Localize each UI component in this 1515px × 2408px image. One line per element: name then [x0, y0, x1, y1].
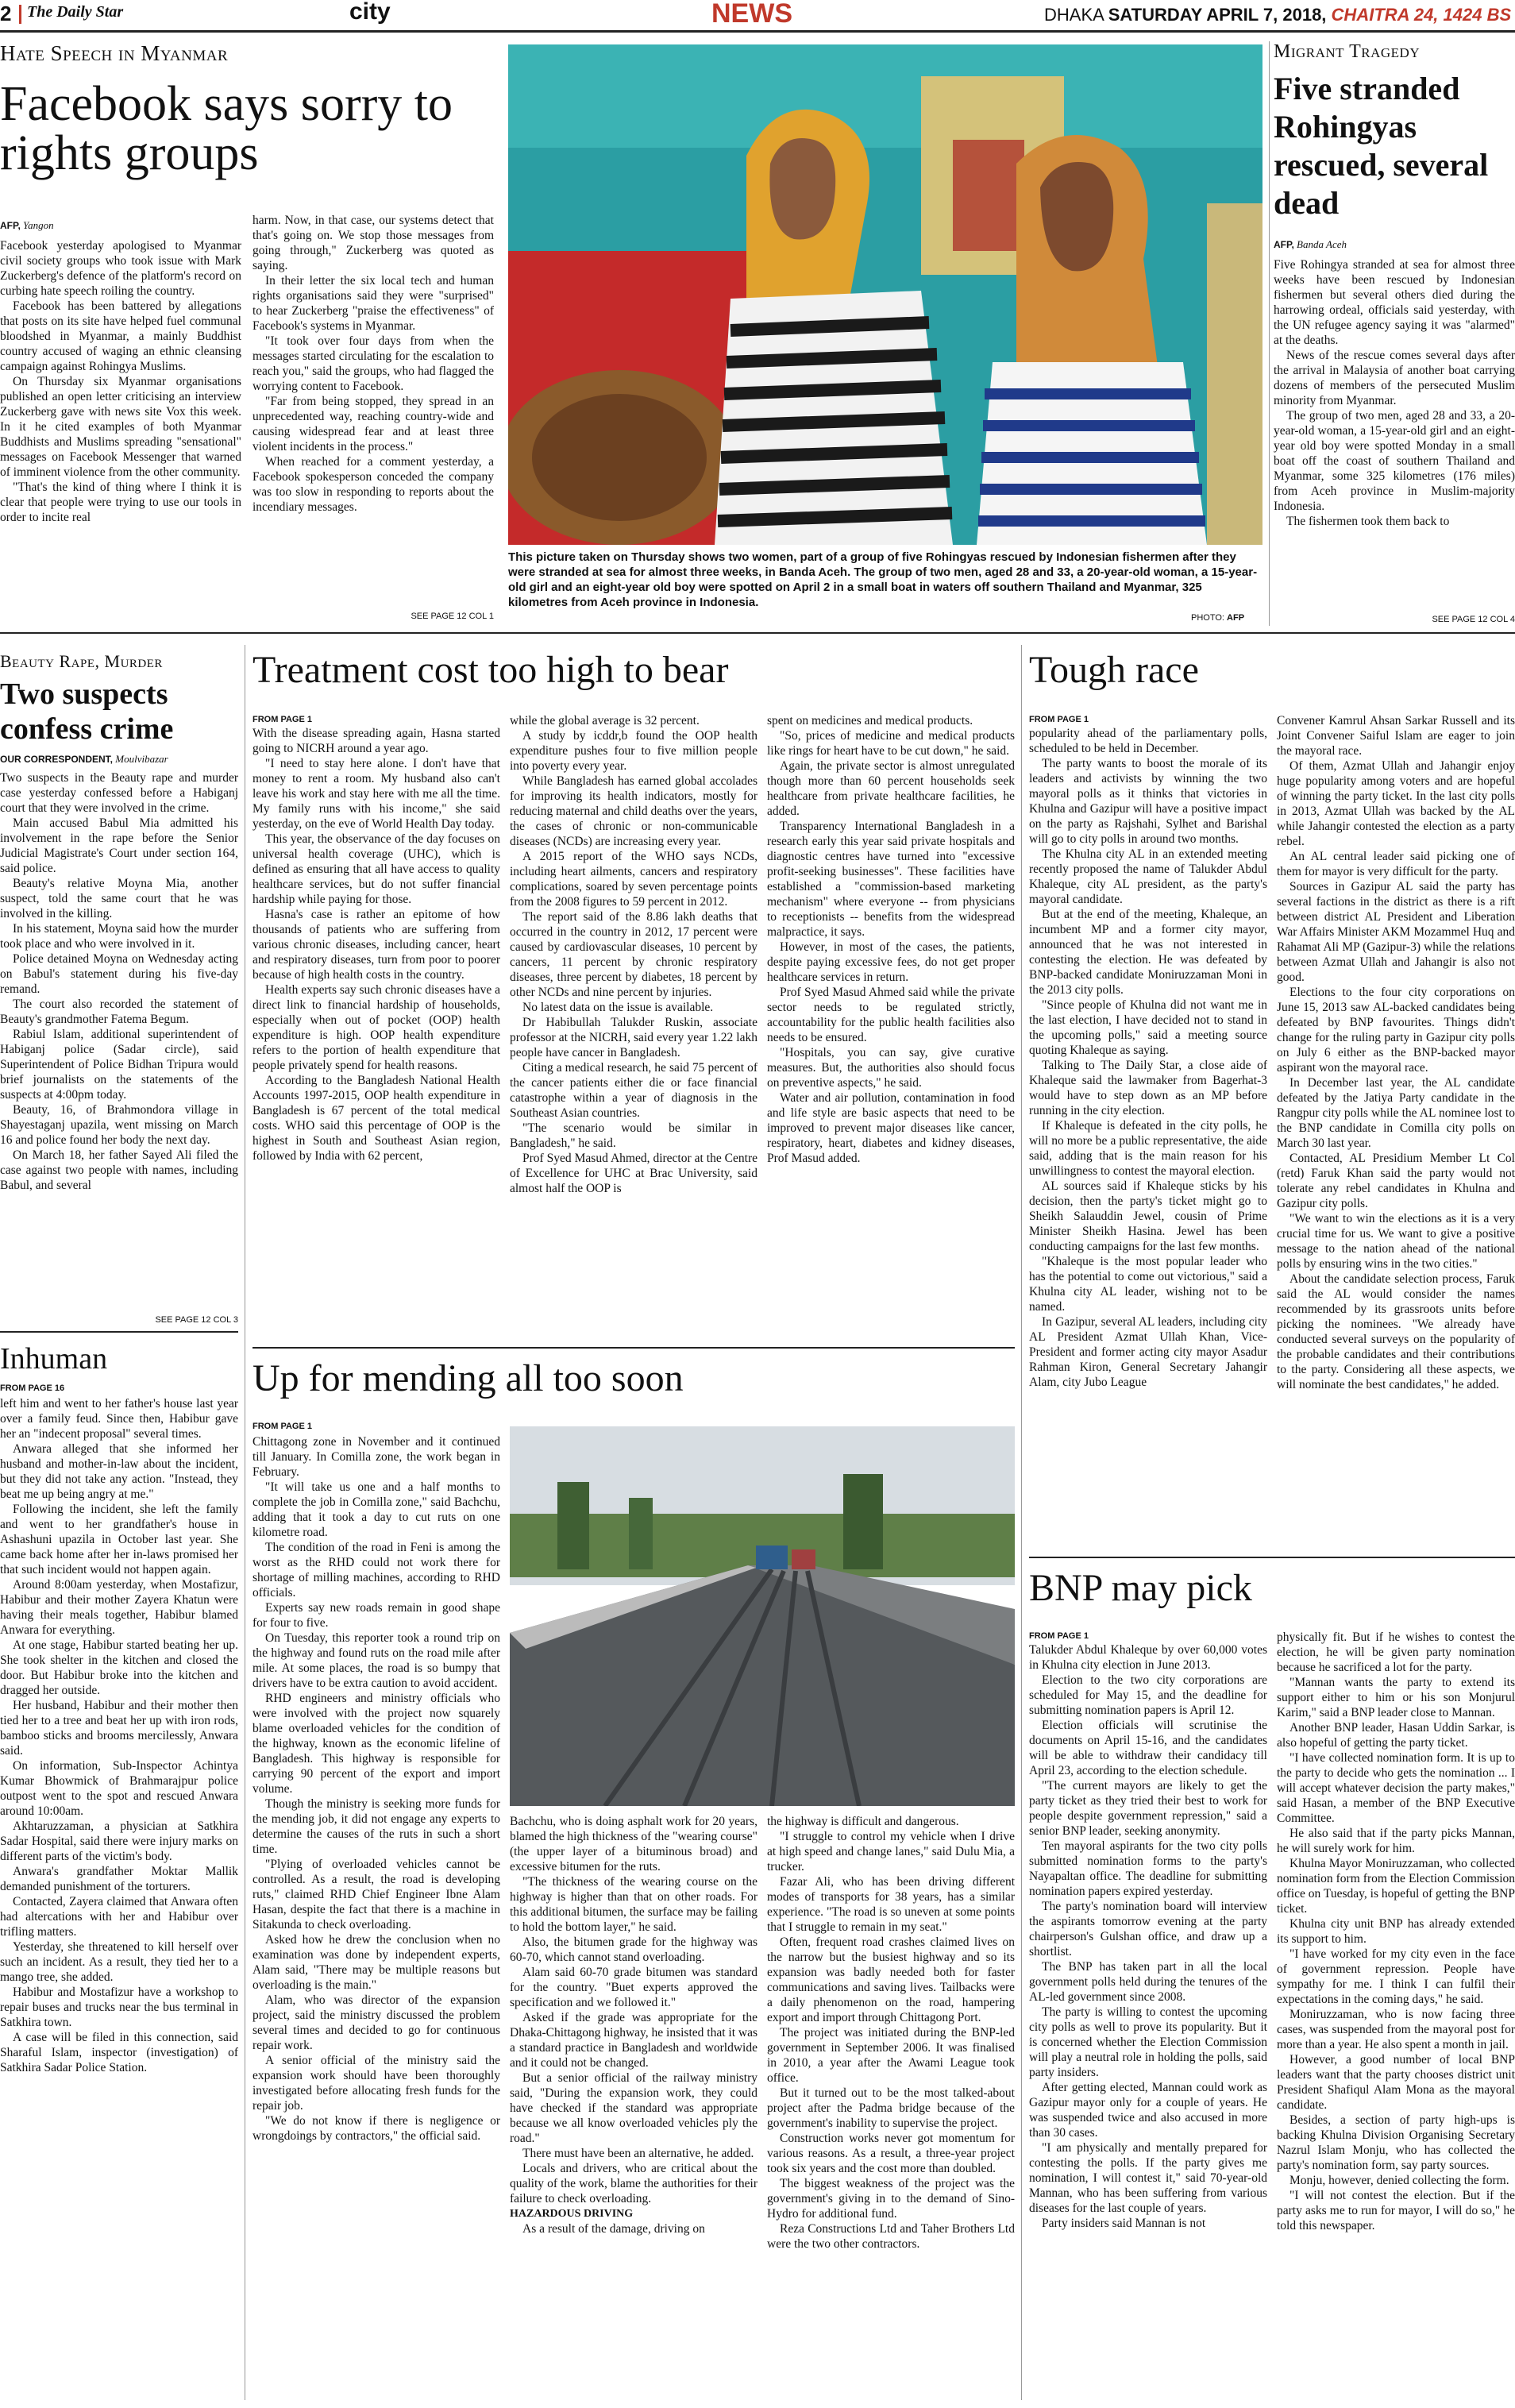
paragraph: The project was initiated during the BNP-led government in September 2006. It was finalised in 2010, a year after the Awami League took office. [767, 2026, 1015, 2085]
inhuman-headline: Inhuman [0, 1342, 108, 1376]
paragraph: The biggest weakness of the project was the government's giving in to the demand of Sino-Hydro for additional fund. [767, 2177, 1015, 2221]
paragraph: However, in most of the cases, the patients, despite paying excessive fees, do not get proper healthcare services in return. [767, 940, 1015, 984]
paragraph: Five Rohingya stranded at sea for almost three weeks have been rescued by Indonesian fishermen but several others died during the harrowing ordeal, officials said yesterday, with the UN refugee agency saying it was "alarmed" at the deaths. [1274, 258, 1515, 347]
paragraph: Elections to the four city corporations on June 15, 2013 saw AL-backed candidates being defeated by BNP favourites. Things didn't change for the ruling party in Gazipur city polls on July 6 either as the BNP-backed mayor aspirant won the mayoral race. [1277, 986, 1515, 1075]
facebook-byline [0, 219, 54, 232]
paragraph: Around 8:00am yesterday, when Mostafizur, Habibur and their mother Zayera Khatun were having their meals together, Habibur blamed Anwara for everything. [0, 1578, 238, 1637]
page-number: 2 [0, 2, 12, 25]
paragraph: Another BNP leader, Hasan Uddin Sarkar, is also hopeful of getting the party ticket. [1277, 1721, 1515, 1750]
paragraph: When reached for a comment yesterday, a Facebook spokesperson conceded the company was too slow in responding to reports about the incendiary messages. [252, 455, 494, 514]
facebook-col-2 [252, 213, 494, 626]
paragraph: Beauty's relative Moyna Mia, another suspect, told the same court that he was involved in the killing. [0, 877, 238, 920]
mending-col-3 [767, 1814, 1015, 2408]
paragraph: Prof Syed Masud Ahmed, director at the Centre of Excellence for UHC at Brac University, said almost half the OOP is [510, 1152, 758, 1195]
facebook-byline-agency: AFP, [0, 220, 21, 231]
paragraph: AL sources said if Khaleque sticks by his decision, then the party's ticket might go to Sheikh Salauddin Jewel, cousin of Prime Minister Sheikh Hasina. Jewel has been conducting campaigns for the last few months. [1029, 1179, 1267, 1253]
paragraph: A study by icddr,b found the OOP health expenditure pushes four to five million people into poverty every year. [510, 729, 758, 773]
paragraph: Contacted, Zayera claimed that Anwara often had altercations with her and Habibur over trifling matters. [0, 1895, 238, 1939]
paragraph: the highway is difficult and dangerous. [767, 1815, 959, 1828]
masthead-rule [0, 30, 1515, 33]
facebook-jump[interactable]: SEE PAGE 12 COL 1 [411, 612, 494, 621]
paragraph: A case will be filed in this connection, said Sharaful Islam, inspector (investigation) of Satkhira Sadar Police Station. [0, 2031, 238, 2074]
paragraph: Habibur and Mostafizur have a workshop to repair buses and trucks near the bus terminal in Satkhira town. [0, 1985, 238, 2029]
paragraph: Bachchu, who is doing asphalt work for 20 years, blamed the high thickness of the "wearing course" (the upper layer of a bituminous broad) and excessive bitumen for the ruts. [510, 1815, 758, 1874]
paragraph: Convener Kamrul Ahsan Sarkar Russell and its Joint Convener Saiful Islam are eager to join the mayoral race. [1277, 714, 1515, 758]
paragraph: Khulna Mayor Moniruzzaman, who collected nomination form from the Election Commission office on Tuesday, is hopeful of getting the BNP ticket. [1277, 1857, 1515, 1916]
paragraph: Her husband, Habibur and their mother then tied her to a tree and beat her up with iron rods, bamboo sticks and brooms mercilessly, Anwara said. [0, 1699, 238, 1758]
paragraph: Akhtaruzzaman, a physician at Satkhira Sadar Hospital, said there were injury marks on different parts of the victim's body. [0, 1820, 238, 1863]
paragraph: Main accused Babul Mia admitted his involvement in the rape before the Senior Judicial Magistrate's Court under section 164, said police. [0, 816, 238, 875]
paragraph: "Hospitals, you can say, give curative measures. But, the authorities also should focus on preventive aspects," he said. [767, 1046, 1015, 1090]
paragraph: Rabiul Islam, additional superintendent of Habiganj police (Sadar circle), said Superintendent of Police Bidhan Tripura would brief journalists on the statements of the suspects at 4:00pm today. [0, 1028, 238, 1102]
mending-headline: Up for mending all too soon [252, 1357, 684, 1399]
photo-credit [1191, 613, 1244, 623]
paragraph: Anwara alleged that she informed her husband and mother-in-law about the incident, but they did not take any action. "Instead, they beat me up being angry at me." [0, 1442, 238, 1501]
paragraph: Moniruzzaman, who is now facing three cases, was suspended from the mayoral post for more than a year. He also spent a month in jail. [1277, 2008, 1515, 2051]
tough-col-2 [1277, 713, 1515, 1573]
paragraph: Often, frequent road crashes claimed lives on the narrow but the busiest highway and so its expansion was badly needed both for faster communications and saving lives. Tailbacks were a daily phenomenon on the road, hampering export and import through Chittagong Port. [767, 1935, 1015, 2024]
paragraph: Talukder Abdul Khaleque by over 60,000 votes in Khulna city election in June 2013. [1029, 1643, 1267, 1672]
paragraph: News of the rescue comes several days after the arrival in Malaysia of another boat carrying dozens of members of the persecuted Muslim minority from Myanmar. [1274, 349, 1515, 407]
paragraph: Election officials will scrutinise the documents on April 15-16, and the candidates will be able to withdraw their candidacy till April 23, according to the election schedule. [1029, 1719, 1267, 1777]
paragraph: Anwara's grandfather Moktar Mallik demanded punishment of the torturers. [0, 1865, 238, 1893]
facebook-col-1 [0, 238, 241, 659]
treatment-bottom-rule [252, 1347, 1015, 1349]
paragraph: No latest data on the issue is available. [522, 1001, 714, 1014]
paragraph: In Gazipur, several AL leaders, including city AL President Azmat Ullah Khan, Vice-President and former acting city mayor Asadur Rahman Kiron, General Secretary Jahangir Alam, city Jubo League [1029, 1315, 1267, 1389]
paragraph: Health experts say such chronic diseases have a direct link to financial hardship of households, especially when out of pocket (OOP) health expenditure is high. OOP health expenditure refers to the portion of health expenditure that people privately spend for health reasons. [252, 983, 500, 1072]
paragraph: Transparency International Bangladesh in a research early this year said private hospitals and diagnostic centres have turned into "excessive profit-seeking businesses". These facilities have established a "commission-based marketing mechanism" where everyone -- from physicians to receptionists -- benefits from the widespread malpractice, it says. [767, 820, 1015, 939]
paragraph: Yesterday, she threatened to kill herself over such an incident. As a result, they tied her to a mango tree, she added. [0, 1940, 238, 1984]
paragraph: Talking to The Daily Star, a close aide of Khaleque said the lawmaker from Bagerhat-3 would have to step down as an MP before running in the city election. [1029, 1059, 1267, 1117]
paragraph: Hasna's case is rather an epitome of how thousands of patients who are suffering from various chronic diseases, including cancer, heart and respiratory diseases, turn from poor to poorer because of high health costs in the country. [252, 908, 500, 982]
paragraph: As a result of the damage, driving on [522, 2222, 705, 2236]
paragraph: With the disease spreading again, Hasna started going to NICRH around a year ago. [252, 727, 500, 755]
top-section-rule [0, 632, 1515, 634]
bnp-col-1 [1029, 1642, 1267, 2408]
paragraph: Fazar Ali, who has been driving different modes of transports for 38 years, has a similar experience. "The road is so uneven at some points that I struggle to remain in my seat." [767, 1875, 1015, 1934]
photo-caption-text: This picture taken on Thursday shows two women, part of a group of five Rohingyas rescued by Indonesian fishermen after they were stranded at sea for almost three weeks, in Banda Aceh. The group of two men, aged 28 and 33, a 20-year-old woman, a 15-year-old girl and an eight-year old boy were spotted on April 2 in a small boat in waters off southern Thailand and Myanmar, 325 kilometres from Aceh province in Indonesia. [508, 550, 1258, 609]
paragraph: "That's the kind of thing where I think it is clear that people were trying to use our tools in order to incite real [0, 480, 241, 524]
paragraph: Locals and drivers, who are critical about the quality of the work, blame the authorities for their failure to check overloading. [510, 2162, 758, 2205]
paragraph: Though the ministry is seeking more funds for the mending job, it did not engage any experts to determine the causes of the ruts in such a short time. [252, 1797, 500, 1856]
paragraph: Asked if the grade was appropriate for the Dhaka-Chittagong highway, he insisted that it was a standard practice in Bangladesh and worldwide and it could not be changed. [510, 2011, 758, 2070]
section-label-city: city [349, 0, 391, 25]
paragraph: An AL central leader said picking one of them for mayor is very difficult for the party. [1277, 850, 1515, 878]
paragraph: Two suspects in the Beauty rape and murder case yesterday confessed before a Habiganj court that they were involved in the crime. [0, 771, 238, 815]
beauty-headline: Two suspects confess crime [0, 677, 174, 746]
bnp-col-2 [1277, 1630, 1515, 2408]
paragraph: The BNP has taken part in all the local government polls held during the tenures of the AL-led government since 2008. [1029, 1960, 1267, 2004]
migrant-headline: Five stranded Rohingyas rescued, several dead [1274, 71, 1489, 221]
paragraph: According to the Bangladesh National Health Accounts 1997-2015, OOP health expenditure in Bangladesh is 67 percent of the total medical costs. WHO said this percentage of OOP is the highest in South and Southeast Asian region, followed by India with 62 percent, [252, 1074, 500, 1163]
paragraph: "I have worked for my city even in the face of government repression. People have sympathy for me. I think I can fulfil their expectations in the coming days," he said. [1277, 1947, 1515, 2006]
paragraph: Alam said 60-70 grade bitumen was standard for the country. "Buet experts approved the specification and we followed it." [510, 1966, 758, 2009]
paragraph: Prof Syed Masud Ahmed said while the private sector needs to be regulated strictly, accountability for the public health facilities also needs to be ensured. [767, 986, 1015, 1044]
paragraph: The group of two men, aged 28 and 33, a 20-year-old woman, a 15-year-old girl and an eight-year old boy were spotted Monday in a small boat off the coast of southern Thailand and Myanmar, some 325 kilometres (176 miles) from Aceh province in Muslim-majority Indonesia. [1274, 409, 1515, 513]
paragraph: On information, Sub-Inspector Achintya Kumar Bhowmick of Brahmarajpur police outpost went to the spot and rescued Anwara around 10:00am. [0, 1759, 238, 1818]
paragraph: In December last year, the AL candidate defeated by the Jatiya Party candidate in the Rangpur city polls while the AL nominee lost to the BNP candidate in Comilla city polls on March 30 last year. [1277, 1076, 1515, 1150]
rohingya-photo-illustration [508, 44, 1262, 545]
tough-col-1 [1029, 726, 1267, 1573]
photo-credit-agency: AFP [1227, 613, 1245, 623]
migrant-column-rule [1269, 41, 1270, 626]
paragraph: On Thursday six Myanmar organisations published an open letter criticising an interview Zuckerberg gave with news site Vox this week. In it he cited examples of both Myanmar Buddhists and Muslims spreading "sensational" messages on Facebook Messenger that warned of imminent violence from the other community. [0, 375, 241, 479]
paragraph: On March 18, her father Sayed Ali filed the case against two people with names, including Babul, and several [0, 1148, 238, 1192]
paragraph: Contacted, AL Presidium Member Lt Col (retd) Faruk Khan said the party would not tolerate any rebel candidates in Khulna and Gazipur city polls. [1277, 1152, 1515, 1210]
paragraph: Also, the bitumen grade for the highway was 60-70, which cannot stand overloading. [510, 1935, 758, 1964]
paragraph: "I need to stay here alone. I don't have that money to rent a room. My husband also can't leave his work and stay here with me all the time. My family runs with his income," she said yesterday, on the eve of World Health Day today. [252, 757, 500, 831]
beauty-bottom-rule [0, 1331, 238, 1333]
paragraph: A senior official of the ministry said the expansion work should have been thoroughly investigated before allocating fresh funds for the repair job. [252, 2054, 500, 2113]
paragraph: But it turned out to be the most talked-about project after the Padma bridge because of the government's inability to supervise the project. [767, 2086, 1015, 2130]
paragraph: After getting elected, Mannan could work as Gazipur mayor only for a couple of years. He was suspended twice and also accused in more than 30 cases. [1029, 2081, 1267, 2140]
paragraph: The party's nomination board will interview the aspirants tomorrow evening at the party chairperson's Gulshan office, and draw up a shortlist. [1029, 1900, 1267, 1958]
paragraph: "I will not contest the election. But if the party asks me to run for mayor, I will do so," he told this newspaper. [1277, 2189, 1515, 2232]
paragraph: The fishermen took them back to [1286, 515, 1450, 528]
paragraph: Dr Habibullah Talukder Ruskin, associate professor at the NICRH, said every year 1.22 lakh people have cancer in Bangladesh. [510, 1016, 758, 1059]
paragraph: spent on medicines and medical products. [767, 714, 973, 727]
beauty-body [0, 770, 238, 1312]
paragraph: But at the end of the meeting, Khaleque, an incumbent MP and a former city mayor, announced that he was not interested in contesting the election. He was defeated by BNP-backed candidate Moniruzzaman Moni in the 2013 city polls. [1029, 908, 1267, 997]
paragraph: Construction works never got momentum for various reasons. As a result, a three-year project took six years and the cost more than doubled. [767, 2132, 1015, 2175]
bnp-headline: BNP may pick [1029, 1567, 1252, 1609]
tough-from: FROM PAGE 1 [1029, 715, 1089, 724]
mending-from: FROM PAGE 1 [252, 1422, 312, 1431]
paragraph: Monju, however, denied collecting the form. [1289, 2174, 1509, 2187]
paragraph: Khulna city unit BNP has already extended its support to him. [1277, 1917, 1515, 1946]
paragraph: The party wants to boost the morale of its leaders and activists by winning the two mayoral polls as it thinks that victories in Khulna and Gazipur will have a positive impact on the party as Rajshahi, Sylhet and Barishal will go to city polls in around two months. [1029, 757, 1267, 846]
paragraph: In his statement, Moyna said how the murder took place and who were involved in it. [0, 922, 238, 951]
paragraph: Asked how he drew the conclusion when no examination was done by independent experts, Alam said, "There may be multiple reasons but overloading is the main." [252, 1933, 500, 1992]
beauty-kicker: Beauty Rape, Murder [0, 651, 163, 671]
masthead [0, 0, 1515, 30]
paragraph: "I am physically and mentally prepared for contesting the polls. If the party gives me nomination, I will contest it," said 70-year-old Mannan, who has been suffering from various diseases for the last couple of years. [1029, 2141, 1267, 2215]
paragraph: Water and air pollution, contamination in food and life style are basic aspects that need to be improved to prevent major diseases like cancer, respiratory, heart, diabetes and kidney diseases, Prof Masud added. [767, 1091, 1015, 1165]
highway-photo-illustration [510, 1426, 1015, 1806]
paragraph: However, a good number of local BNP leaders want that the party chooses district unit President Shafiqul Alam Mona as the mayoral candidate. [1277, 2053, 1515, 2112]
paragraph: In their letter the six local tech and human rights organisations said they were "surprised" to hear Zuckerberg "praise the effectiveness" of Facebook's systems in Myanmar. [252, 274, 494, 333]
paragraph: The report said of the 8.86 lakh deaths that occurred in the country in 2012, 17 percent were caused by cardiovascular diseases, 10 percent by cancers, 11 percent by chronic respiratory diseases, three percent by diabetes, 18 percent by other NCDs and nine percent by injuries. [510, 910, 758, 999]
paragraph: Facebook yesterday apologised to Myanmar civil society groups who took issue with Mark Zuckerberg's defence of the platform's record on curbing hate speech roiling the country. [0, 239, 241, 298]
treatment-col-1 [252, 726, 500, 1339]
paragraph: Police detained Moyna on Wednesday acting on Babul's statement during his five-day remand. [0, 952, 238, 996]
subhead: HAZARDOUS DRIVING [510, 2208, 634, 2220]
paragraph: But a senior official of the railway ministry said, "During the expansion work, they could have checked if the standard was appropriate because we all know overloaded vehicles ply the road." [510, 2071, 758, 2145]
paragraph: "Far from being stopped, they spread in an unprecedented way, reaching country-wide and causing widespread fear and at least three violent incidents in the process." [252, 395, 494, 453]
beauty-byline-place: Moulvibazar [115, 753, 168, 765]
paragraph: popularity ahead of the parliamentary polls, scheduled to be held in December. [1029, 727, 1267, 755]
paragraph: The party is willing to contest the upcoming city polls as well to prove its popularity. But it is concerned whether the Election Commission will play a neutral role in holding the polls, said party insiders. [1029, 2005, 1267, 2079]
inhuman-from: FROM PAGE 16 [0, 1383, 65, 1393]
paragraph: "The thickness of the wearing course on the highway is higher than that on other roads. For this additional bitumen, the surface may be failing to hold the bottom layer," he said. [510, 1875, 758, 1934]
paragraph: The Khulna city AL in an extended meeting recently proposed the name of Talukder Abdul Khaleque, city AL president, as the party's mayoral candidate. [1029, 847, 1267, 906]
paragraph: "So, prices of medicine and medical products like rings for heart have to be cut down," he said. [767, 729, 1015, 758]
paragraph: Of them, Azmat Ullah and Jahangir enjoy huge popularity among voters and are hopeful of winning the party ticket. In the last city polls in 2013, Azmat Ullah was backed by the AL while Jahangir contested the election as a party rebel. [1277, 759, 1515, 848]
paragraph: Beauty, 16, of Brahmondora village in Shayestaganj upazila, went missing on March 16 and police found her body the next day. [0, 1103, 238, 1147]
paragraph: If Khaleque is defeated in the city polls, he will no more be a public representative, the aide said, adding that is the main reason for his unwillingness to contest the mayoral election. [1029, 1119, 1267, 1178]
facebook-byline-place: Yangon [23, 219, 54, 231]
migrant-jump[interactable]: SEE PAGE 12 COL 4 [1432, 615, 1515, 624]
beauty-byline-agency: OUR CORRESPONDENT, [0, 754, 114, 765]
paragraph: Facebook has been battered by allegations that posts on its site have helped fuel communal bloodshed in Myanmar, a mainly Buddhist country accused of waging an ethnic cleansing campaign against Rohingya Muslims. [0, 299, 241, 373]
right-column-rule [1021, 645, 1022, 2400]
paragraph: About the candidate selection process, Faruk said the AL would consider the names recommended by its grassroots units before picking the nominees. "We already have conducted several surveys on the popularity of the probable candidates and their contributions to the party. Considering all these aspects, we will nominate the best candidates," he added. [1277, 1272, 1515, 1391]
dateline-date: SATURDAY APRIL 7, 2018, [1108, 5, 1327, 25]
tough-headline: Tough race [1029, 649, 1199, 691]
paragraph: physically fit. But if he wishes to contest the election, he will be given party nomination because he sacrificed a lot for the party. [1277, 1630, 1515, 1674]
mending-col-1 [252, 1434, 500, 2408]
beauty-byline [0, 753, 168, 766]
dateline-bangla: CHAITRA 24, 1424 BS [1331, 5, 1512, 25]
dateline-city: DHAKA [1044, 5, 1104, 25]
paragraph: Sources in Gazipur AL said the party has several factions in the district as there is a rift between district AL President and Liberation War Affairs Minister AKM Mozammel Huq and Rahamat Ali MP (Gazipur-3) while the relations between Azmat Ullah and Jahangir is also not good. [1277, 880, 1515, 984]
paragraph: "Since people of Khulna did not want me in the last election, I have decided not to stand in the upcoming polls," said a meeting source quoting Khaleque as saying. [1029, 998, 1267, 1057]
facebook-kicker: Hate Speech in Myanmar [0, 41, 229, 65]
highway-photo [510, 1426, 1015, 1806]
photo-caption [508, 550, 1262, 610]
paragraph: There must have been an alternative, he added. [522, 2147, 754, 2160]
section-label-news: NEWS [711, 0, 792, 29]
paragraph: The condition of the road in Feni is among the worst as the RHD could not work there for shortage of milling machines, according to RHD officials. [252, 1541, 500, 1600]
paragraph: Reza Constructions Ltd and Taher Brothers Ltd were the two other contractors. [767, 2222, 1015, 2251]
facebook-headline: Facebook says sorry to rights groups [0, 77, 453, 180]
migrant-body [1274, 257, 1515, 613]
treatment-col-3 [767, 713, 1015, 1339]
paragraph: Citing a medical research, he said 75 percent of the cancer patients either die or face financial catastrophe within a year of diagnosis in the Southeast Asian countries. [510, 1061, 758, 1120]
paragraph: "It will take us one and a half months to complete the job in Comilla zone," said Bachchu, adding that it took a day to cut ruts on one kilometre road. [252, 1480, 500, 1539]
paragraph: "Khaleque is the most popular leader who has the potential to come out victorious," said a Khulna city AL leader, wishing not to be named. [1029, 1255, 1267, 1314]
treatment-headline: Treatment cost too high to bear [252, 649, 729, 691]
paragraph: Again, the private sector is almost unregulated though more than 60 percent households seek healthcare from private healthcare facilities, he added. [767, 759, 1015, 818]
migrant-byline-place: Banda Aceh [1297, 238, 1347, 250]
paper-name: The Daily Star [27, 3, 124, 21]
inhuman-body [0, 1396, 238, 2408]
paragraph: "The current mayors are likely to get the party ticket as they tried their best to work for people despite government repression," said a senior BNP leader, seeking anonymity. [1029, 1779, 1267, 1838]
masthead-divider [19, 5, 21, 24]
paragraph: RHD engineers and ministry officials who were involved with the project now squarely blame overloaded vehicles for the condition of the highway, known as the economic lifeline of Bangladesh. This highway is responsible for carrying 90 percent of the export and import volume. [252, 1692, 500, 1796]
migrant-byline [1274, 238, 1347, 251]
paragraph: "Plying of overloaded vehicles cannot be controlled. As a result, the road is developing ruts," claimed RHD Chief Engineer Ibne Alam Hasan, despite the fact that there is a machine in Sitakunda to check overloading. [252, 1858, 500, 1931]
rohingya-women-photo [508, 44, 1262, 545]
paragraph: Party insiders said Mannan is not [1042, 2217, 1206, 2230]
migrant-byline-agency: AFP, [1274, 239, 1294, 250]
paragraph: "We want to win the elections as it is a very crucial time for us. We want to give a positive message to the nation ahead of the national polls by ensuring wins in the two cities." [1277, 1212, 1515, 1271]
paragraph: "I have collected nomination form. It is up to the party to decide who gets the nomination ... I will accept whatever decision the party makes," said Hasan, a member of the BNP Executive Committee. [1277, 1751, 1515, 1825]
paragraph: "It took over four days from when the messages started circulating for the escalation to reach you," said the groups, who had flagged the worrying content to Facebook. [252, 334, 494, 393]
paragraph: Alam, who was director of the expansion project, said the ministry discussed the problem several times and decided to go for continuous repair work. [252, 1993, 500, 2052]
paragraph: He also said that if the party picks Mannan, he will surely work for him. [1277, 1827, 1515, 1855]
paragraph: At one stage, Habibur started beating her up. She took shelter in the kitchen and closed the door. But Habibur broke into the kitchen and dragged her outside. [0, 1638, 238, 1697]
paragraph: "The scenario would be similar in Bangladesh," he said. [510, 1121, 758, 1150]
beauty-jump[interactable]: SEE PAGE 12 COL 3 [155, 1315, 238, 1325]
paragraph: Ten mayoral aspirants for the two city polls submitted nomination forms to the party's Nayapaltan office. The deadline for submitting nomination papers expired yesterday. [1029, 1839, 1267, 1898]
paragraph: Election to the two city corporations are scheduled for May 15, and the deadline for submitting nomination papers is April 12. [1029, 1673, 1267, 1717]
paragraph: This year, the observance of the day focuses on universal health coverage (UHC), which is defined as ensuring that all have access to quality healthcare services, but do not suffer financial hardship while paying for those. [252, 832, 500, 906]
mending-col-2 [510, 1814, 758, 2408]
paragraph: "I struggle to control my vehicle when I drive at high speed and change lanes," said Dulu Mia, a trucker. [767, 1830, 1015, 1874]
photo-credit-label: PHOTO: [1191, 613, 1224, 623]
paragraph: Chittagong zone in November and it continued till January. In Comilla zone, the work began in February. [252, 1435, 500, 1479]
paragraph: Experts say new roads remain in good shape for four to five. [252, 1601, 500, 1630]
paragraph: While Bangladesh has earned global accolades for improving its health indicators, mostly for reducing maternal and child deaths over the years, the cases of chronic or non-communicable diseases (NCDs) are increasing every year. [510, 774, 758, 848]
paragraph: On Tuesday, this reporter took a round trip on the highway and found ruts on the road mile after mile. At some places, the road is so bumpy that drivers have to be extra caution to avoid accident. [252, 1631, 500, 1690]
tough-bottom-rule [1029, 1557, 1515, 1558]
paragraph: harm. Now, in that case, our systems detect that that's going on. We stop those messages from going through," Zuckerberg was quoted as saying. [252, 214, 494, 272]
treatment-from: FROM PAGE 1 [252, 715, 312, 724]
treatment-col-2 [510, 713, 758, 1339]
paragraph: "We do not know if there is negligence or wrongdoings by contractors," the official said. [252, 2114, 500, 2143]
paragraph: Besides, a section of party high-ups is backing Khulna Division Organising Secretary Nazrul Islam Monju, who has collected the party's nomination form, say party sources. [1277, 2113, 1515, 2172]
paragraph: A 2015 report of the WHO says NCDs, including heart ailments, cancers and respiratory complications, soared by seven percentage points from the 2008 figures to 59 percent in 2012. [510, 850, 758, 909]
paragraph: "Mannan wants the party to extend its support either to him or his son Monjurul Karim," said a BNP leader close to Mannan. [1277, 1676, 1515, 1719]
paragraph: left him and went to her father's house last year over a family feud. Since then, Habibur gave her an "indecent proposal" several times. [0, 1397, 238, 1441]
bnp-from: FROM PAGE 1 [1029, 1631, 1089, 1641]
migrant-kicker: Migrant Tragedy [1274, 41, 1421, 62]
paragraph: Following the incident, she left the family and went to her grandfather's house in Ashashuni upazila in October last year. She came back home after her in-laws promised her that such incident would not happen again. [0, 1503, 238, 1576]
dateline [1044, 5, 1511, 25]
paragraph: while the global average is 32 percent. [510, 714, 700, 727]
paragraph: The court also recorded the statement of Beauty's grandmother Fatema Begum. [0, 998, 238, 1026]
